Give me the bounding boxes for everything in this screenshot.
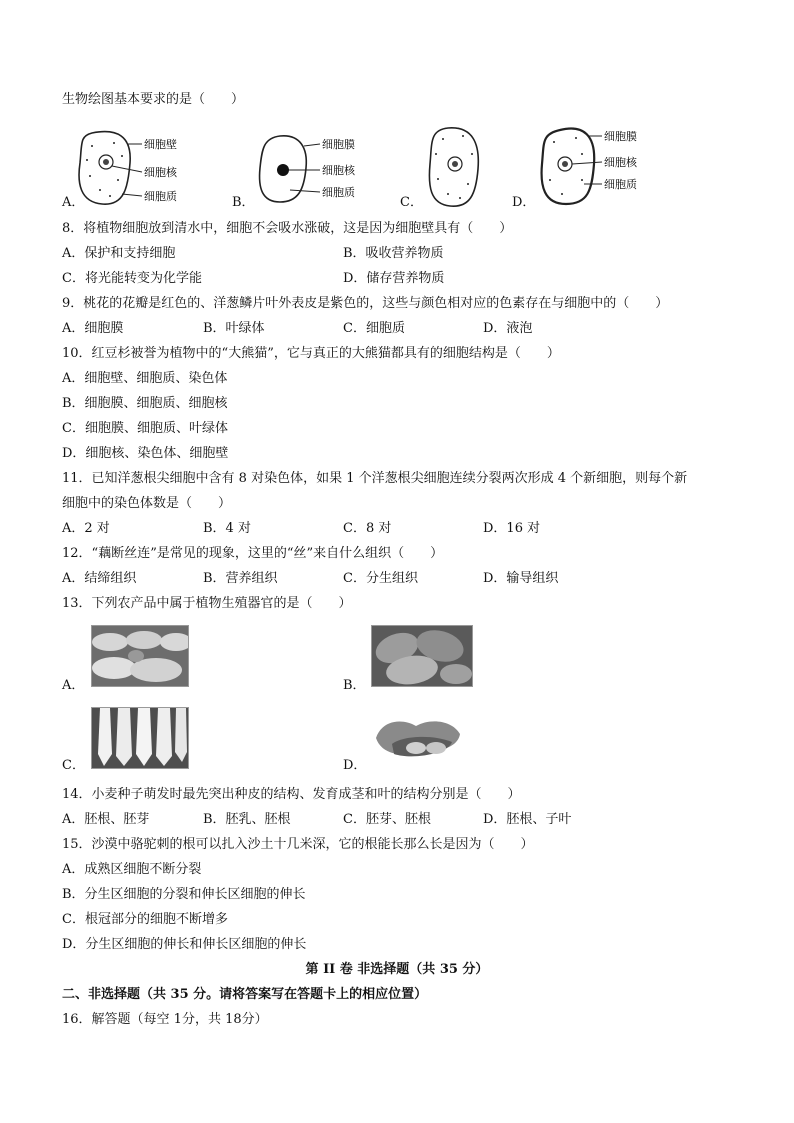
cell-diagram-a <box>62 128 212 212</box>
q7-option-b: B． <box>232 195 255 210</box>
q9-stem: 9．桃花的花瓣是红色的、洋葱鳞片叶外表皮是紫色的，这些与颜色相对应的色素存在与细胞中的（ ） <box>62 296 669 311</box>
q11-option-d: D．16 对 <box>483 521 541 536</box>
q13-stem: 13．下列农产品中属于植物生殖器官的是（ ） <box>62 596 352 611</box>
q13-option-c: C． <box>62 758 85 773</box>
q10-option-d: D．细胞核、染色体、细胞壁 <box>62 446 229 461</box>
q13-option-d: D． <box>343 758 367 773</box>
cell-d-label-2: 细胞核 <box>604 156 637 169</box>
lotus-root-photo <box>91 625 189 687</box>
q10-option-b: B．细胞膜、细胞质、细胞核 <box>62 396 228 411</box>
q14-option-a: A．胚根、胚芽 <box>62 812 150 827</box>
q7-stem: 生物绘图基本要求的是（ ） <box>62 92 245 107</box>
q7-option-a: A． <box>62 195 85 210</box>
q10-stem: 10．红豆杉被誉为植物中的“大熊猫”，它与真正的大熊猫都具有的细胞结构是（ ） <box>62 346 560 361</box>
q12-option-d: D．输导组织 <box>483 571 559 586</box>
q13-option-a: A． <box>62 678 85 693</box>
cell-diagram-c <box>418 124 498 214</box>
q16-stem: 16．解答题（每空 1分，共 18分） <box>62 1012 268 1027</box>
q8-option-d: D．储存营养物质 <box>343 271 445 286</box>
cell-a-label-2: 细胞核 <box>144 166 177 179</box>
q15-option-d: D．分生区细胞的伸长和伸长区细胞的伸长 <box>62 937 307 952</box>
q15-option-c: C．根冠部分的细胞不断增多 <box>62 912 228 927</box>
q8-option-a: A．保护和支持细胞 <box>62 246 176 261</box>
cell-d-label-1: 细胞膜 <box>604 130 637 143</box>
q15-option-a: A．成熟区细胞不断分裂 <box>62 862 202 877</box>
q14-option-d: D．胚根、子叶 <box>483 812 572 827</box>
q8-stem: 8．将植物细胞放到清水中，细胞不会吸水涨破，这是因为细胞壁具有（ ） <box>62 221 513 236</box>
q11-option-b: B．4 对 <box>203 521 251 536</box>
q12-stem: 12．“藕断丝连”是常见的现象，这里的“丝”来自什么组织（ ） <box>62 546 444 561</box>
cell-diagram-b <box>240 128 370 212</box>
peanut-photo <box>371 707 465 769</box>
cell-b-label-3: 细胞质 <box>322 186 355 199</box>
q9-option-b: B．叶绿体 <box>203 321 265 336</box>
q9-option-c: C．细胞质 <box>343 321 405 336</box>
cell-b-label-1: 细胞膜 <box>322 138 355 151</box>
radish-photo <box>91 707 189 769</box>
q15-option-b: B．分生区细胞的分裂和伸长区细胞的伸长 <box>62 887 306 902</box>
q14-option-b: B．胚乳、胚根 <box>203 812 291 827</box>
q11-option-a: A．2 对 <box>62 521 110 536</box>
q15-stem: 15．沙漠中骆驼刺的根可以扎入沙土十几米深，它的根能长那么长是因为（ ） <box>62 837 534 852</box>
cell-a-label-3: 细胞质 <box>144 190 177 203</box>
q8-option-c: C．将光能转变为化学能 <box>62 271 202 286</box>
cell-d-label-3: 细胞质 <box>604 178 637 191</box>
q8-option-b: B．吸收营养物质 <box>343 246 444 261</box>
sweet-potato-photo <box>371 625 473 687</box>
q11-stem-line1: 11．已知洋葱根尖细胞中含有 8 对染色体，如果 1 个洋葱根尖细胞连续分裂两次形成 4 个新细胞，则每个新 <box>62 471 688 486</box>
q9-option-d: D．液泡 <box>483 321 533 336</box>
q10-option-a: A．细胞壁、细胞质、染色体 <box>62 371 228 386</box>
q13-option-b: B． <box>343 678 366 693</box>
q14-stem: 14．小麦种子萌发时最先突出种皮的结构、发育成茎和叶的结构分别是（ ） <box>62 787 521 802</box>
cell-a-label-1: 细胞壁 <box>144 138 177 151</box>
q11-stem-line2: 细胞中的染色体数是（ ） <box>62 496 232 511</box>
q11-option-c: C．8 对 <box>343 521 392 536</box>
q12-option-a: A．结缔组织 <box>62 571 137 586</box>
q14-option-c: C．胚芽、胚根 <box>343 812 431 827</box>
q12-option-b: B．营养组织 <box>203 571 278 586</box>
q12-option-c: C．分生组织 <box>343 571 418 586</box>
section-heading: 二、非选择题（共 35 分。请将答案写在答题卡上的相应位置） <box>62 987 428 1002</box>
q9-option-a: A．细胞膜 <box>62 321 124 336</box>
q7-option-c: C． <box>400 195 423 210</box>
q7-option-d: D． <box>512 195 536 210</box>
part2-title: 第 II 卷 非选择题（共 35 分） <box>305 962 489 977</box>
cell-b-label-2: 细胞核 <box>322 164 355 177</box>
q10-option-c: C．细胞膜、细胞质、叶绿体 <box>62 421 228 436</box>
cell-diagram-d <box>532 124 662 214</box>
